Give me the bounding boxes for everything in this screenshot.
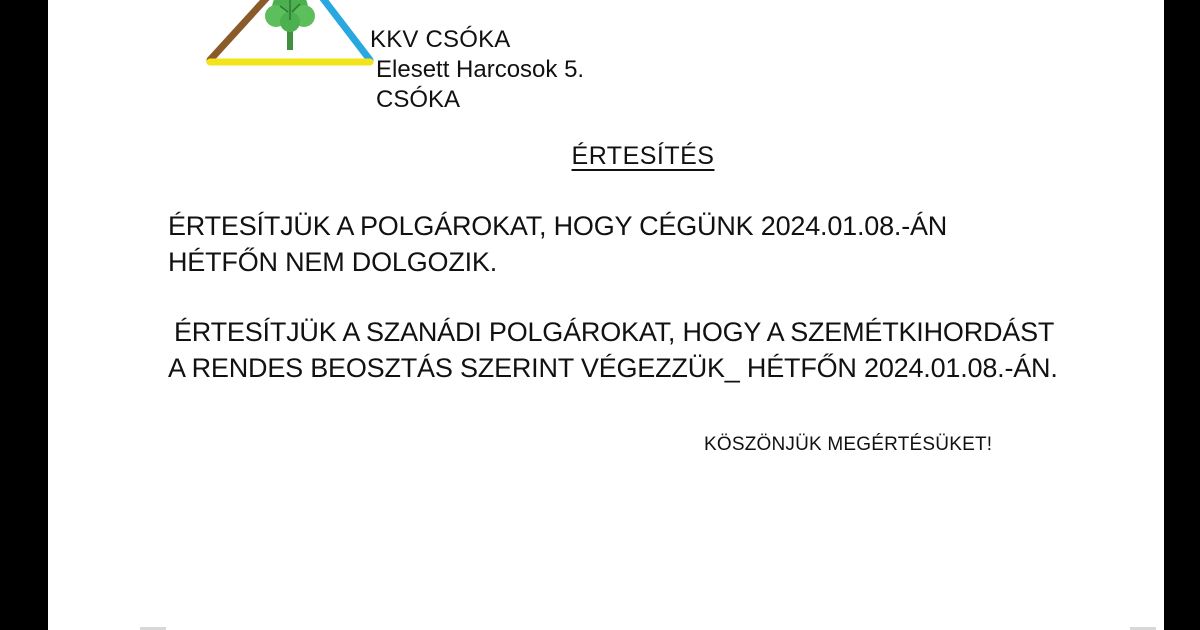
- page-bottom-edge: [48, 626, 1164, 630]
- organization-name: KKV CSÓKA: [370, 26, 511, 53]
- paragraph-1-line-2: HÉTFŐN NEM DOLGOZIK.: [168, 247, 498, 277]
- address-street: Elesett Harcosok 5.: [376, 56, 585, 83]
- paragraph-1-line-1: ÉRTESÍTJÜK A POLGÁROKAT, HOGY CÉGÜNK 2024.01.08.-ÁN: [168, 211, 948, 241]
- address-city: CSÓKA: [376, 86, 461, 113]
- closing-thanks: KÖSZÖNJÜK MEGÉRTÉSÜKET!: [704, 434, 993, 455]
- paragraph-2-line-2: A RENDES BEOSZTÁS SZERINT VÉGEZZÜK_ HÉTFŐN 2024.01.08.-ÁN.: [168, 353, 1058, 383]
- triangle-tree-logo-icon: [202, 0, 378, 68]
- notice-title: ÉRTESÍTÉS: [571, 142, 715, 170]
- paragraph-2-line-1: ÉRTESÍTJÜK A SZANÁDI POLGÁROKAT, HOGY A SZEMÉTKIHORDÁST: [174, 317, 1055, 347]
- notice-document: [48, 0, 1164, 630]
- notice-paragraph-2: [168, 314, 1058, 386]
- notice-paragraph-1: [168, 208, 947, 280]
